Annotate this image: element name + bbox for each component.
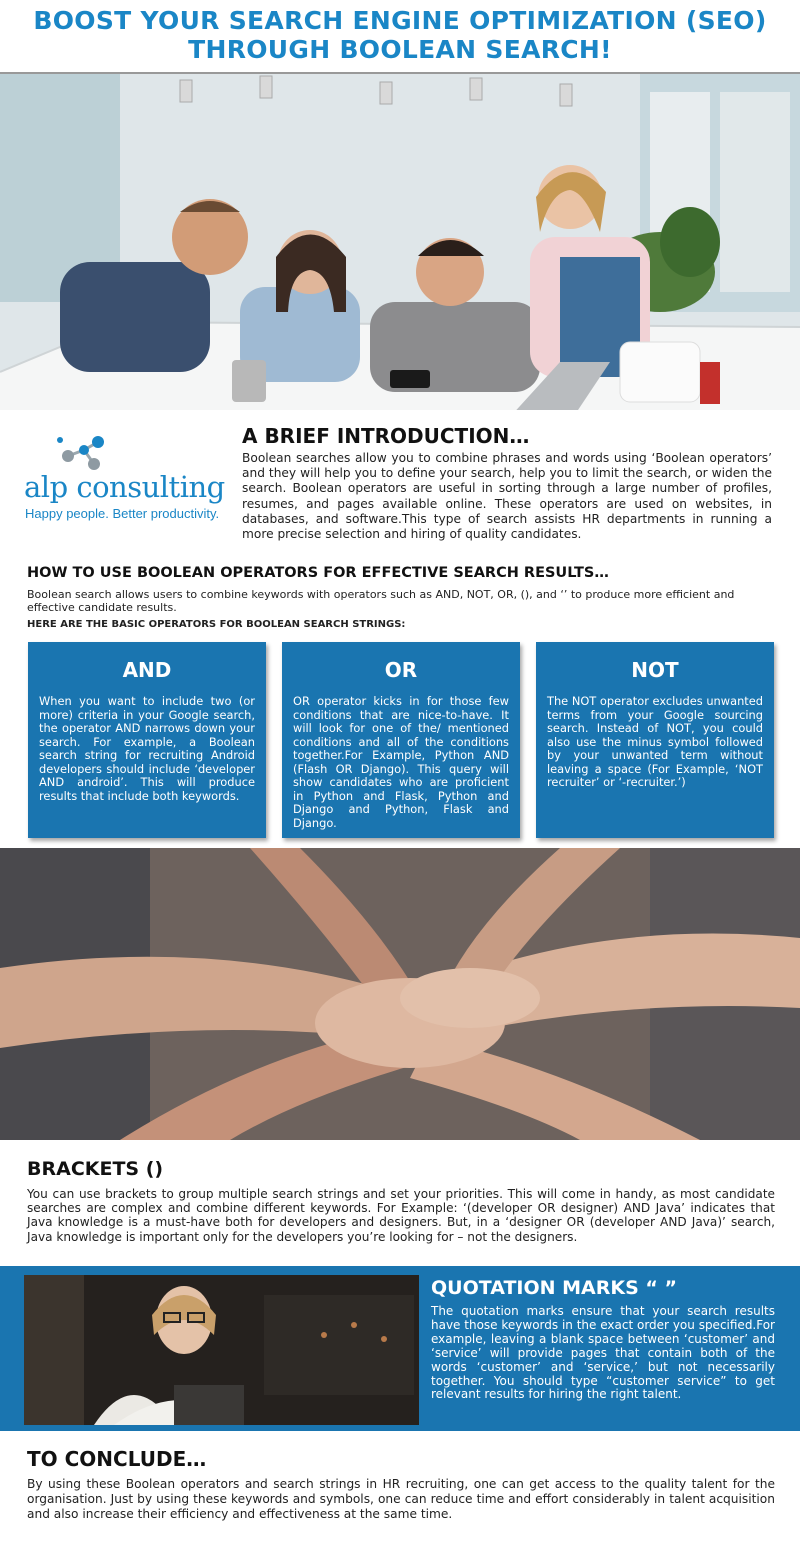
quotation-paragraph: The quotation marks ensure that your search results have those keywords in the exact order you specified.For example, leaving a blank space between ‘customer’ and ‘service’ will provide pages that contain both of the words ‘customer’ and ‘service,’ but not necessarily together. You should type “customer service” to get relevant results for hiring the right talent.: [431, 1304, 775, 1402]
woman-with-glasses-illustration: [24, 1275, 419, 1425]
operator-name: OR: [384, 658, 418, 682]
intro-heading: A BRIEF INTRODUCTION…: [242, 424, 530, 448]
operator-name: NOT: [631, 658, 679, 682]
operator-name: AND: [122, 658, 172, 682]
logo-wordmark: alp consulting: [24, 470, 225, 504]
intro-paragraph: Boolean searches allow you to combine phrases and words using ‘Boolean operators’ and they will help you to define your search, help you to limit the search, or widen the search. Boolean operators are useful in sorting through a large number of profiles, resumes, and pages available online. These operators are used on websites, in databases, and software.This type of search assists HR departments in running a more precise selection and hiring of quality candidates.: [242, 451, 772, 542]
brackets-heading: BRACKETS (): [27, 1158, 164, 1180]
operator-description: OR operator kicks in for those few conditions that are nice-to-have. It will look for one of the/ mentioned conditions and all of the conditions together.For Example, Python AND (Flash OR Django). This query will show candidates who are proficient in Python and Flask, Python and Django and Python, Flask and Django.: [293, 694, 509, 830]
hero-team-illustration: [0, 72, 800, 410]
logo-tagline: Happy people. Better productivity.: [25, 506, 220, 521]
quotation-heading: QUOTATION MARKS “ ”: [431, 1277, 677, 1299]
brackets-paragraph: You can use brackets to group multiple search strings and set your priorities. This will come in handy, as most candidate searches are complex and combine different keywords. For Example: ‘(developer OR designer) AND Java’ indicates that Java knowledge is a must-have both for developers and designers. But, in a ‘designer OR (developer AND Java)’ search, Java knowledge is important only for the developers you’re looking for – not the designers.: [27, 1187, 775, 1244]
operator-card-not: [536, 642, 774, 838]
operators-subheading: HERE ARE THE BASIC OPERATORS FOR BOOLEAN SEARCH STRINGS:: [27, 619, 406, 630]
operator-card-and: [28, 642, 266, 838]
conclusion-paragraph: By using these Boolean operators and search strings in HR recruiting, one can get access to the quality talent for the organisation. Just by using these keywords and symbols, one can reduce time and effort considerably in talent acquisition and also increase their efficiency and effectiveness at the same time.: [27, 1477, 775, 1521]
page-title: [0, 6, 800, 64]
howto-heading: HOW TO USE BOOLEAN OPERATORS FOR EFFECTIVE SEARCH RESULTS…: [27, 565, 609, 581]
page-title-line-1: BOOST YOUR SEARCH ENGINE OPTIMIZATION (SEO): [33, 6, 767, 35]
operator-description: The NOT operator excludes unwanted terms from your Google sourcing search. Instead of NOT, you could also use the minus symbol followed by your unwanted term without leaving a space (For Example, ‘NOT recruiter’ or ‘-recruiter.’): [547, 694, 763, 789]
alp-consulting-logo: [22, 432, 227, 527]
stacked-hands-photo: [0, 848, 800, 1140]
hero-team-photo: [0, 72, 800, 410]
operator-description: When you want to include two (or more) criteria in your Google search, the operator AND narrows down your search. For example, a Boolean search string for recruiting Android developers should include ‘developer AND android’. This will produce results that include both keywords.: [39, 694, 255, 803]
molecule-logo-icon: [54, 432, 114, 474]
howto-paragraph: Boolean search allows users to combine keywords with operators such as AND, NOT, OR, (), and ‘’ to produce more efficient and effective candidate results.: [27, 588, 735, 614]
woman-with-glasses-photo: [24, 1275, 419, 1425]
conclusion-heading: TO CONCLUDE…: [27, 1447, 207, 1471]
stacked-hands-illustration: [0, 848, 800, 1140]
page-title-line-2: THROUGH BOOLEAN SEARCH!: [188, 35, 612, 64]
operator-card-or: [282, 642, 520, 838]
